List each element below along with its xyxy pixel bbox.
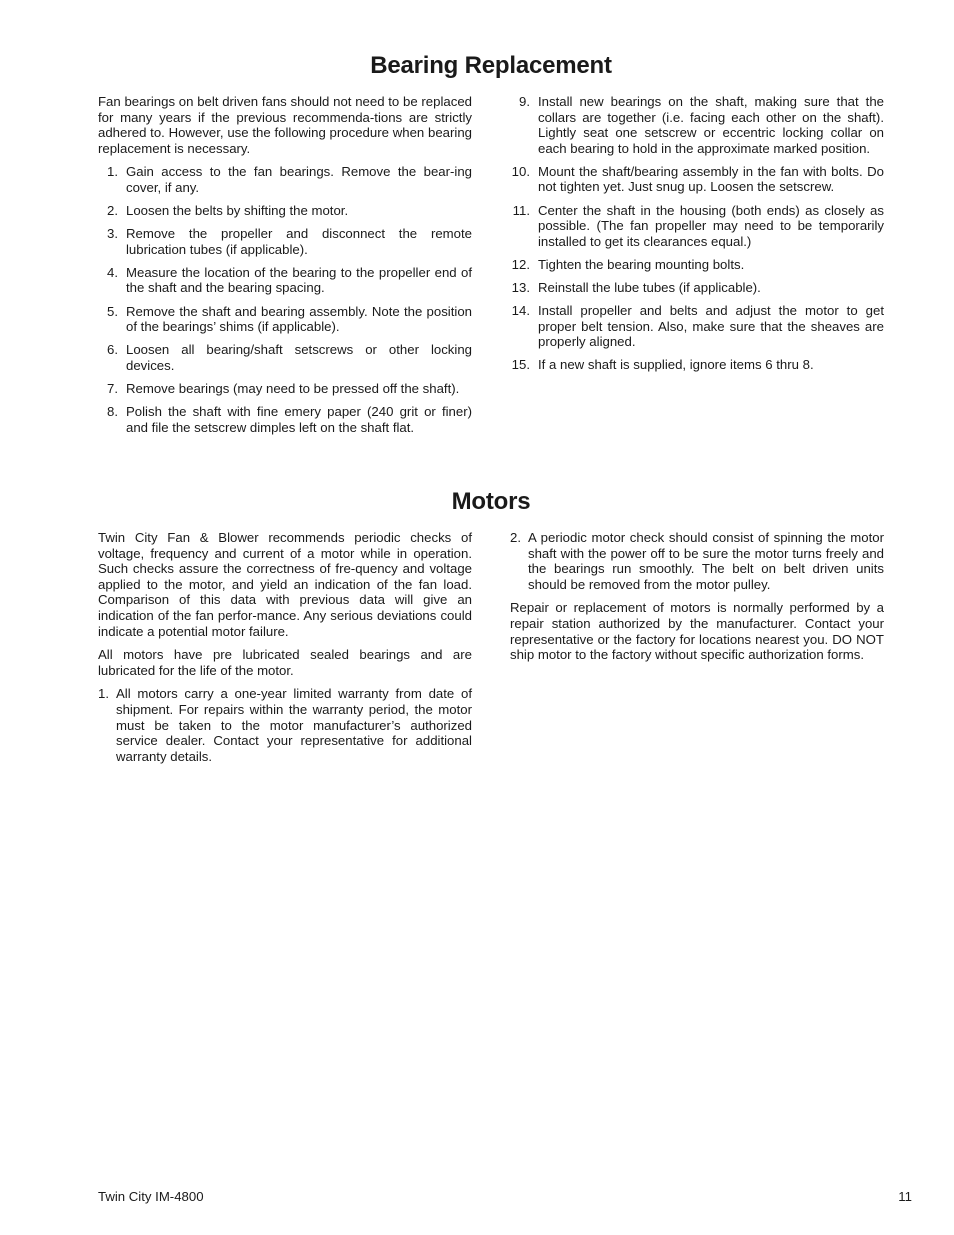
step-text: Loosen all bearing/shaft setscrews or other locking devices. <box>126 342 472 373</box>
step-text: Polish the shaft with fine emery paper (240 grit or finer) and file the setscrew dimples left on the shaft flat. <box>126 404 472 435</box>
step-text: Loosen the belts by shifting the motor. <box>126 203 349 219</box>
step-number: 8. <box>107 404 118 419</box>
step-text: Gain access to the fan bearings. Remove the bear-ing cover, if any. <box>126 164 472 195</box>
step-text: Tighten the bearing mounting bolts. <box>538 256 745 272</box>
motors-right-column <box>510 530 884 671</box>
bearing-step <box>98 342 472 373</box>
step-text: Remove the shaft and bearing assembly. Note the position of the bearings’ shims (if applicable). <box>126 303 472 335</box>
step-number: 11. <box>512 202 530 218</box>
step-number: 13. <box>511 279 530 295</box>
step-number: 4. <box>107 264 118 280</box>
motors-list-b <box>510 530 884 592</box>
bearing-right-column <box>510 94 884 380</box>
bearing-steps-list-a <box>98 164 472 435</box>
footer-page-number: 11 <box>898 1189 912 1204</box>
item-number: 2. <box>510 530 521 545</box>
bearing-step <box>98 381 472 397</box>
step-number: 14. <box>511 303 530 319</box>
step-number: 6. <box>107 342 118 358</box>
bearing-step <box>98 226 472 257</box>
motors-paragraph-1: Twin City Fan & Blower recommends periodic checks of voltage, frequency and current of a motor while in operation. Such checks assure the correctness of fre-quency and voltage applied to the motor, and yield an indication of the fan load. Comparison of this data with previous data will give an indication of the fan perfor-mance. Any serious deviations could indicate a potential motor failure. <box>98 530 472 639</box>
bearing-step <box>98 265 472 296</box>
bearing-step <box>98 203 472 219</box>
step-text: Reinstall the lube tubes (if applicable). <box>538 279 761 295</box>
bearing-step <box>510 357 884 373</box>
bearing-step <box>510 280 884 296</box>
bearing-step <box>510 94 884 156</box>
motors-left-column <box>98 530 472 772</box>
step-number: 5. <box>107 303 118 319</box>
bearing-step <box>510 203 884 250</box>
step-text: If a new shaft is supplied, ignore items 6 thru 8. <box>538 357 814 373</box>
item-number: 1. <box>98 686 109 702</box>
footer-document-id: Twin City IM-4800 <box>98 1189 204 1204</box>
bearing-intro: Fan bearings on belt driven fans should not need to be replaced for many years if the previous recommenda-tions are strictly adhered to. However, use the following procedure when bearing replacement is necessary. <box>98 94 472 156</box>
bearing-step <box>510 257 884 273</box>
step-number: 10. <box>511 163 530 179</box>
step-text: Center the shaft in the housing (both ends) as closely as possible. (The fan propeller may need to be temporarily installed to get its clearances equal.) <box>538 202 884 249</box>
step-number: 9. <box>519 94 530 109</box>
motors-paragraph-3: Repair or replacement of motors is normally performed by a repair station authorized by the manufacturer. Contact your representative or the factory for locations nearest you. DO NOT ship motor to the factory without specific authorization forms. <box>510 600 884 663</box>
step-text: Mount the shaft/bearing assembly in the fan with bolts. Do not tighten yet. Just snug up. Loosen the setscrew. <box>538 163 884 195</box>
step-number: 1. <box>107 164 118 180</box>
bearing-step <box>98 304 472 335</box>
motors-item <box>510 530 884 592</box>
item-text: All motors carry a one-year limited warranty from date of shipment. For repairs within the warranty period, the motor must be taken to the motor manufacturer’s authorized service dealer. Contact your representative for additional warranty details. <box>116 686 472 764</box>
item-text: A periodic motor check should consist of spinning the motor shaft with the power off to be sure the motor turns freely and the bearings run smoothly. The belt on belt driven units should be removed from the motor pulley. <box>528 530 884 592</box>
step-text: Measure the location of the bearing to the propeller end of the shaft and the bearing spacing. <box>126 264 472 296</box>
bearing-step <box>510 303 884 350</box>
step-number: 7. <box>107 380 118 396</box>
step-text: Remove bearings (may need to be pressed off the shaft). <box>126 380 460 396</box>
motors-heading: Motors <box>451 488 531 515</box>
bearing-steps-list-b <box>510 94 884 373</box>
bearing-step <box>98 404 472 435</box>
step-number: 3. <box>107 226 118 242</box>
step-number: 15. <box>511 357 530 373</box>
bearing-step <box>510 164 884 195</box>
motors-item <box>98 686 472 764</box>
bearing-step <box>98 164 472 195</box>
step-text: Install new bearings on the shaft, making sure that the collars are together (i.e. facing each other on the shaft). Lightly seat one setscrew or eccentric locking collar on each bearing to hold in the approximate marked position. <box>538 94 884 156</box>
step-text: Install propeller and belts and adjust the motor to get proper belt tension. Also, make sure that the sheaves are properly aligned. <box>538 303 884 350</box>
motors-list-a <box>98 686 472 764</box>
step-text: Remove the propeller and disconnect the remote lubrication tubes (if applicable). <box>126 226 472 257</box>
bearing-replacement-heading: Bearing Replacement <box>370 52 612 79</box>
motors-paragraph-2: All motors have pre lubricated sealed bearings and are lubricated for the life of the motor. <box>98 647 472 678</box>
step-number: 12. <box>511 256 530 272</box>
step-number: 2. <box>107 203 118 219</box>
bearing-left-column <box>98 94 472 443</box>
